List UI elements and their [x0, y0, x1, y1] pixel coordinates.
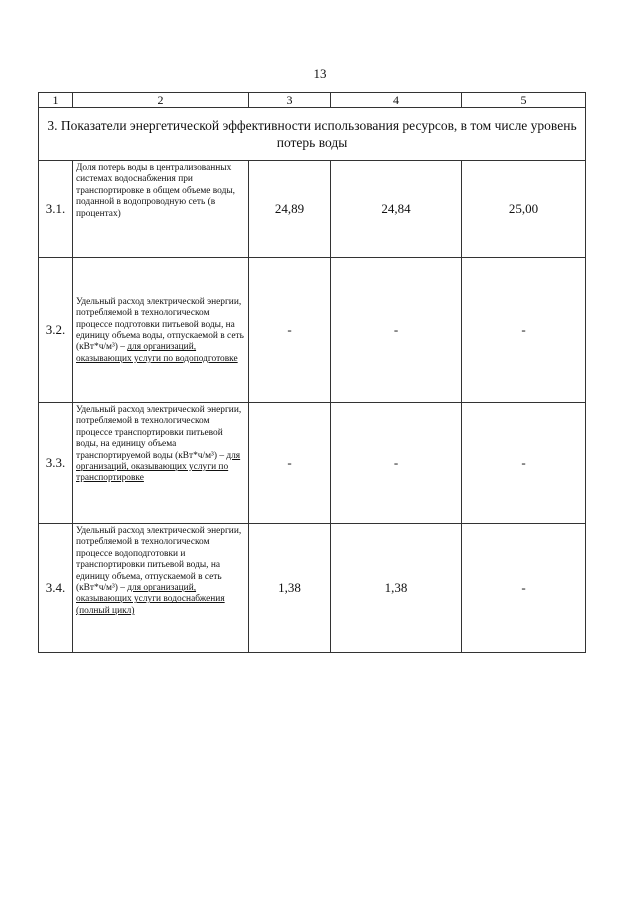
value-col-5: -: [462, 258, 586, 403]
row-description: Удельный расход электрической энергии, потребляемой в технологическом процессе водоподготовки и транспортировки питьевой воды, на единицу объема, отпускаемой в сеть (кВт*ч/м³) – для организаций, оказывающих услуги водоснабжения (полный цикл): [73, 524, 249, 653]
section-title: 3. Показатели энергетической эффективности использования ресурсов, в том числе уровень потерь воды: [39, 108, 586, 161]
value-col-4: -: [331, 258, 462, 403]
column-header: 1: [39, 93, 73, 108]
row-description: Удельный расход электрической энергии, потребляемой в технологическом процессе подготовки питьевой воды, на единицу объема воды, отпускаемой в сеть (кВт*ч/м³) – для организаций, оказывающих услуги по водоподготовке: [73, 258, 249, 403]
value-col-3: -: [249, 403, 331, 524]
row-description: Удельный расход электрической энергии, потребляемой в технологическом процессе транспортировки питьевой воды, на единицу объема транспортируемой воды (кВт*ч/м³) – для организаций, оказывающих услуги по транспортировке: [73, 403, 249, 524]
table-row: [39, 161, 586, 258]
column-header: 2: [73, 93, 249, 108]
value-col-4: 24,84: [331, 161, 462, 258]
row-number: 3.4.: [39, 524, 73, 653]
table-row: [39, 403, 586, 524]
value-col-4: -: [331, 403, 462, 524]
page-number: 13: [313, 66, 327, 81]
row-description: Доля потерь воды в централизованных системах водоснабжения при транспортировке в общем объеме воды, поданной в водопроводную сеть (в процентах): [73, 161, 249, 258]
value-col-5: -: [462, 524, 586, 653]
value-col-3: -: [249, 258, 331, 403]
value-col-3: 24,89: [249, 161, 331, 258]
row-number: 3.1.: [39, 161, 73, 258]
row-number: 3.2.: [39, 258, 73, 403]
indicators-table: [38, 92, 586, 653]
column-header: 5: [462, 93, 586, 108]
value-col-3: 1,38: [249, 524, 331, 653]
value-col-5: 25,00: [462, 161, 586, 258]
column-header: 3: [249, 93, 331, 108]
section-row: [39, 108, 586, 161]
value-col-5: -: [462, 403, 586, 524]
column-header: 4: [331, 93, 462, 108]
table-header-row: [39, 93, 586, 108]
value-col-4: 1,38: [331, 524, 462, 653]
row-number: 3.3.: [39, 403, 73, 524]
table-row: [39, 524, 586, 653]
table-row: [39, 258, 586, 403]
